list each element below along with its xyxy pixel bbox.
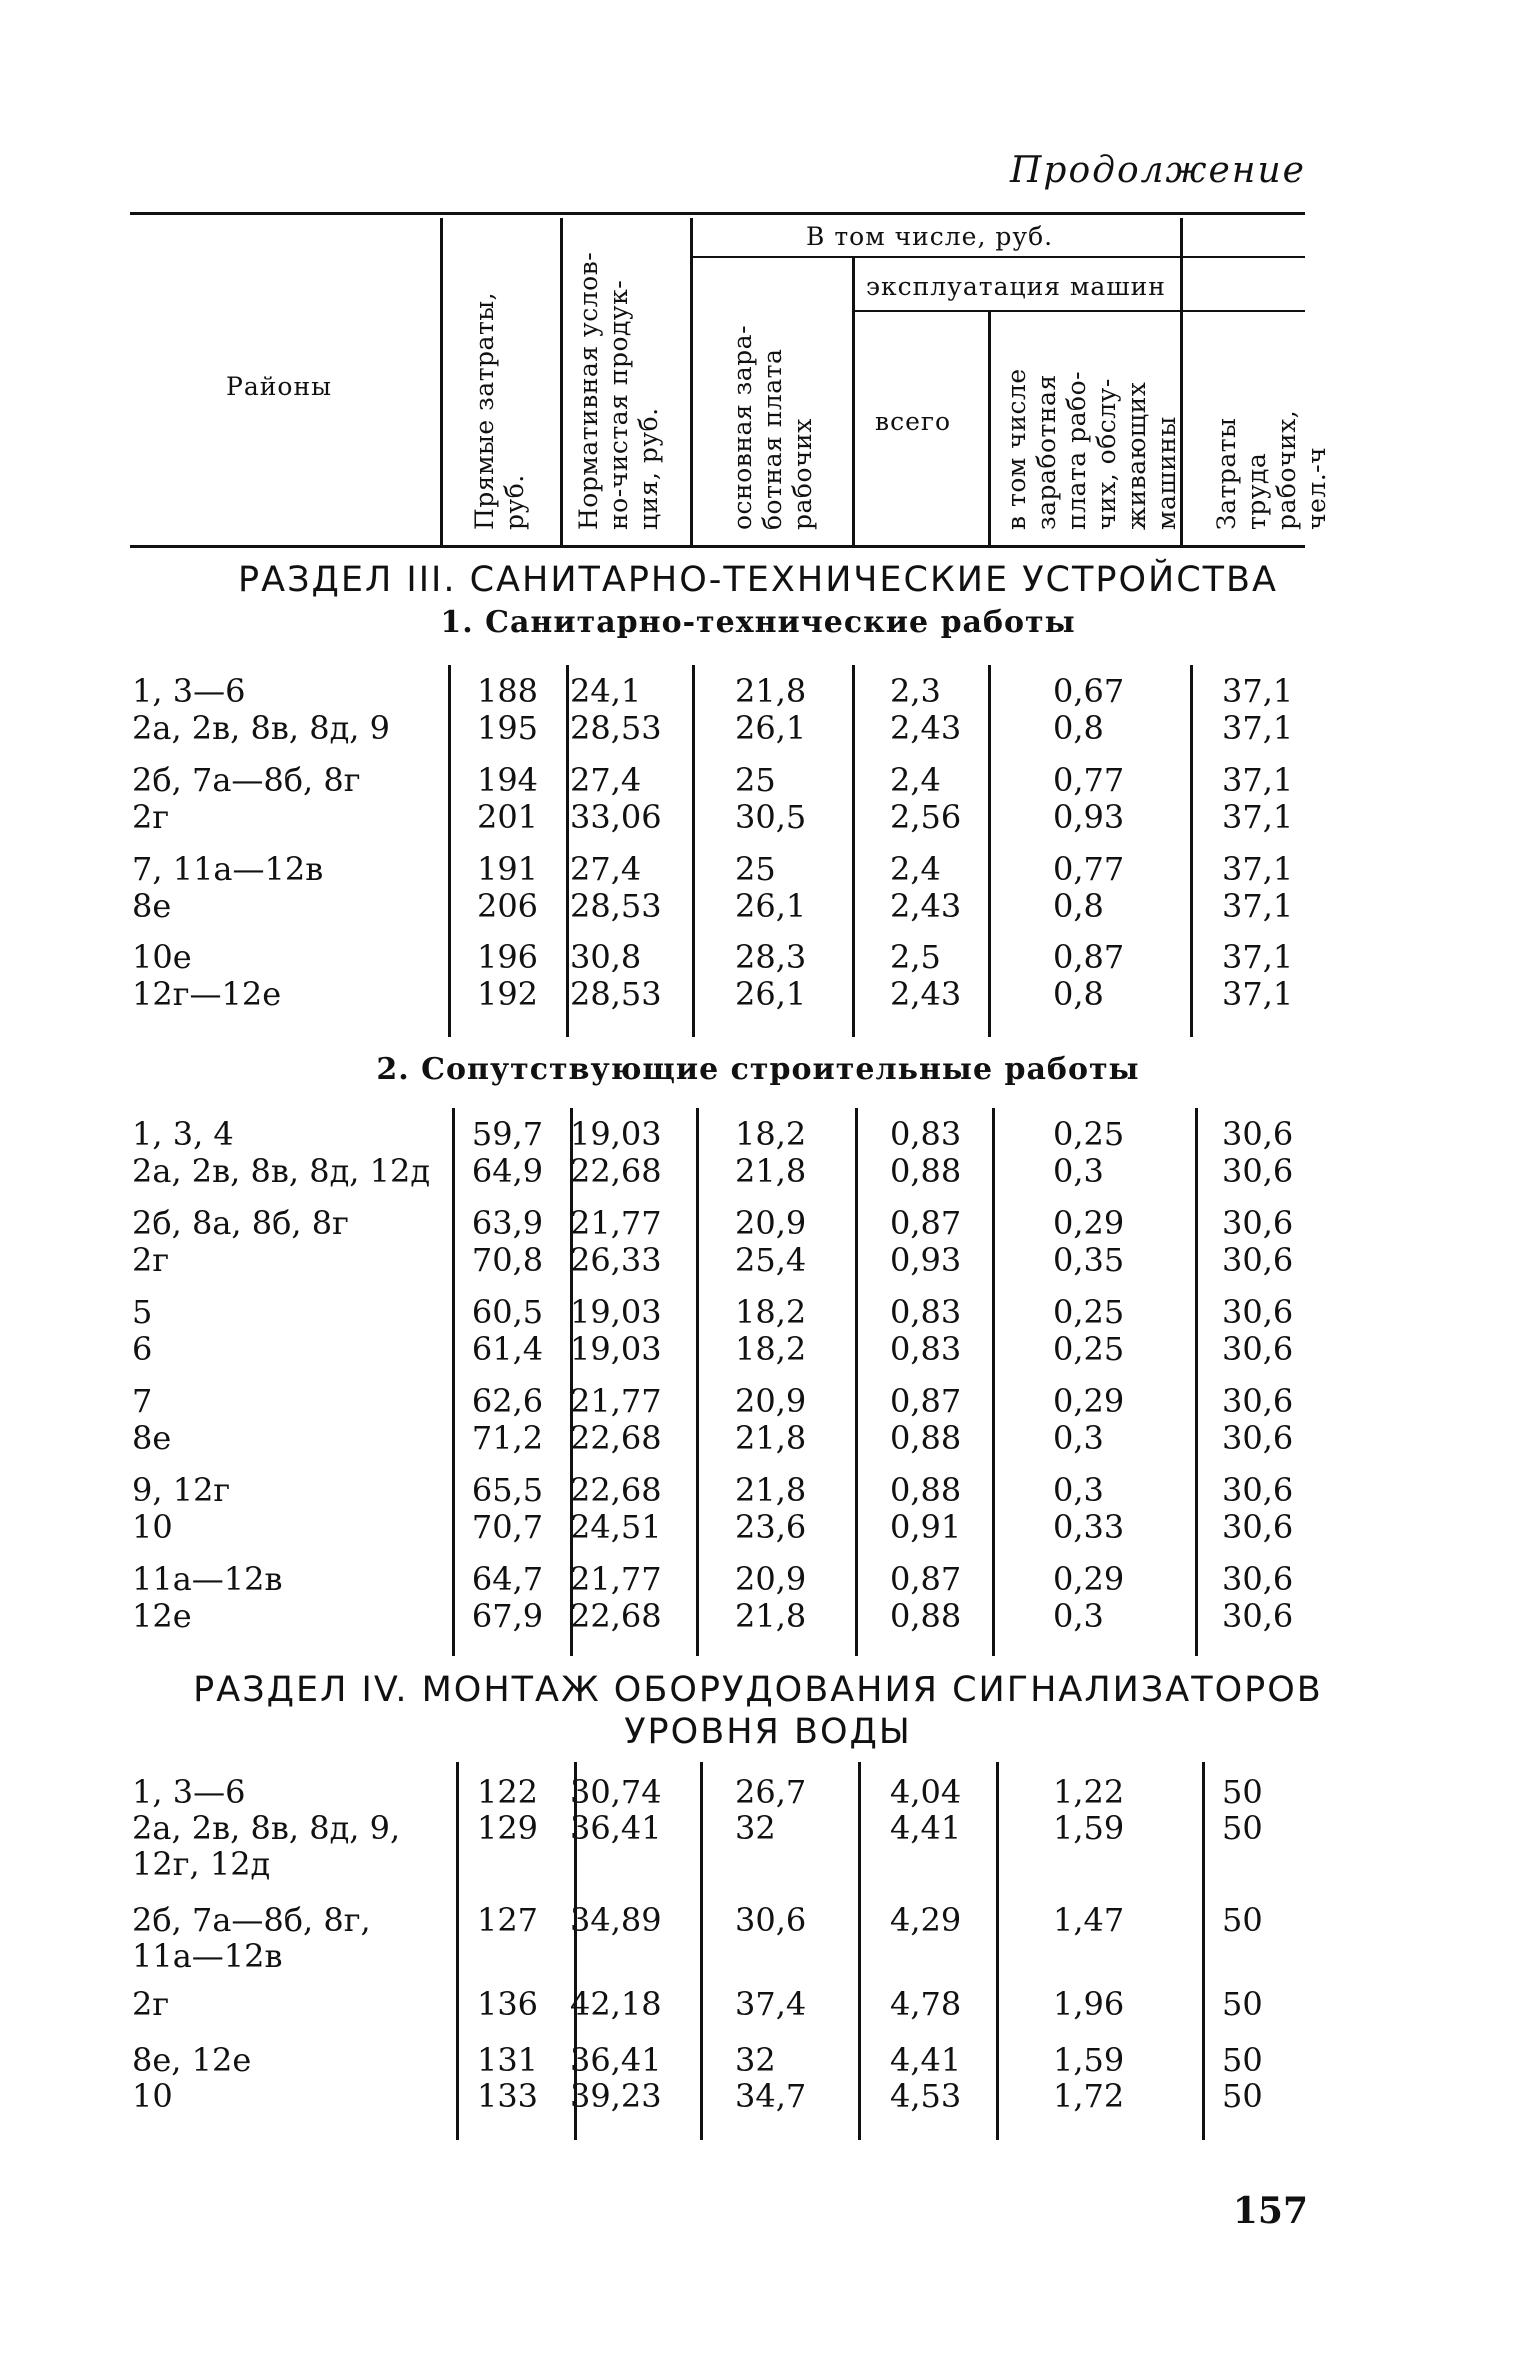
value-cell: 0,87 <box>890 1204 962 1242</box>
value-cell: 0,77 <box>1053 850 1125 888</box>
value-cell: 61,4 <box>471 1330 544 1368</box>
page-number: 157 <box>1232 2190 1308 2232</box>
value-cell: 32 <box>735 2041 776 2079</box>
header-including: В том числе, руб. <box>806 222 1054 251</box>
region-cell: 12е <box>132 1597 192 1635</box>
region-cell: 1, 3—6 <box>132 672 246 710</box>
value-cell: 30,5 <box>735 798 807 836</box>
table-row <box>130 1383 1305 1419</box>
value-cell: 2,3 <box>890 672 941 710</box>
table-header <box>130 212 1331 548</box>
value-cell: 21,8 <box>735 1471 807 1509</box>
header-machine-wage: в том числе заработная плата рабо- чих, обслу- живающих машины <box>1002 368 1181 530</box>
value-cell: 0,93 <box>890 1241 962 1279</box>
table-row <box>130 1598 1305 1634</box>
region-cell: 5 <box>132 1293 153 1331</box>
header-divider <box>560 218 563 545</box>
value-cell: 28,53 <box>570 975 662 1013</box>
value-cell: 33,06 <box>570 798 662 836</box>
value-cell: 21,8 <box>735 1597 807 1635</box>
value-cell: 59,7 <box>471 1115 544 1153</box>
table-row <box>130 1986 1305 2022</box>
value-cell: 21,8 <box>735 1152 807 1190</box>
value-cell: 2,43 <box>890 975 962 1013</box>
region-cell: 10 <box>132 1508 173 1546</box>
table-row <box>130 1561 1305 1597</box>
value-cell: 4,41 <box>890 1809 962 1847</box>
header-bottom-rule <box>130 545 1305 548</box>
value-cell: 21,77 <box>570 1560 662 1598</box>
table-row <box>130 710 1305 746</box>
value-cell: 37,1 <box>1222 709 1294 747</box>
value-cell: 50 <box>1222 1985 1263 2023</box>
value-cell: 30,6 <box>1222 1560 1294 1598</box>
value-cell: 4,04 <box>890 1773 962 1811</box>
region-cell: 2г <box>132 1985 170 2023</box>
value-cell: 0,33 <box>1053 1508 1125 1546</box>
value-cell: 50 <box>1222 2041 1263 2079</box>
table-row <box>130 888 1305 924</box>
value-cell: 20,9 <box>735 1204 807 1242</box>
value-cell: 136 <box>476 1985 539 2023</box>
table-row <box>130 1509 1305 1545</box>
value-cell: 27,4 <box>570 761 642 799</box>
value-cell: 0,87 <box>890 1560 962 1598</box>
region-cell: 12г—12е <box>132 975 282 1013</box>
value-cell: 26,7 <box>735 1773 807 1811</box>
value-cell: 0,35 <box>1053 1241 1125 1279</box>
value-cell: 70,7 <box>471 1508 544 1546</box>
value-cell: 37,4 <box>735 1985 807 2023</box>
value-cell: 25 <box>735 850 776 888</box>
value-cell: 0,29 <box>1053 1204 1125 1242</box>
region-cell: 2а, 2в, 8в, 8д, 9, <box>132 1809 401 1847</box>
value-cell: 4,41 <box>890 2041 962 2079</box>
value-cell: 0,83 <box>890 1293 962 1331</box>
header-direct-costs: Прямые затраты, руб. <box>470 291 529 530</box>
region-cell: 11а—12в <box>132 1560 283 1598</box>
value-cell: 2,5 <box>890 938 941 976</box>
value-cell: 37,1 <box>1222 975 1294 1013</box>
table-row <box>130 1420 1305 1456</box>
value-cell: 60,5 <box>471 1293 544 1331</box>
value-cell: 28,53 <box>570 887 662 925</box>
value-cell: 64,9 <box>471 1152 544 1190</box>
value-cell: 0,25 <box>1053 1115 1125 1153</box>
value-cell: 0,8 <box>1053 887 1104 925</box>
region-cell: 8е, 12е <box>132 2041 252 2079</box>
region-cell: 2а, 2в, 8в, 8д, 12д <box>132 1152 431 1190</box>
value-cell: 192 <box>476 975 539 1013</box>
value-cell: 0,3 <box>1053 1419 1104 1457</box>
value-cell: 1,96 <box>1053 1985 1125 2023</box>
machines-rule <box>855 310 1305 312</box>
value-cell: 30,6 <box>1222 1204 1294 1242</box>
header-top-rule <box>130 212 1305 215</box>
value-cell: 21,77 <box>570 1204 662 1242</box>
table-sanitary <box>130 665 1305 1037</box>
value-cell: 0,83 <box>890 1330 962 1368</box>
value-cell: 2,43 <box>890 709 962 747</box>
value-cell: 2,4 <box>890 850 941 888</box>
value-cell: 37,1 <box>1222 887 1294 925</box>
value-cell: 0,29 <box>1053 1560 1125 1598</box>
table-row <box>130 1331 1305 1367</box>
region-cell: 6 <box>132 1330 153 1368</box>
value-cell: 18,2 <box>735 1293 807 1331</box>
region-cell: 1, 3, 4 <box>132 1115 234 1153</box>
table-row <box>130 1242 1305 1278</box>
region-cell: 11а—12в <box>132 1937 283 1975</box>
value-cell: 36,41 <box>570 2041 662 2079</box>
region-cell: 2а, 2в, 8в, 8д, 9 <box>132 709 390 747</box>
value-cell: 20,9 <box>735 1560 807 1598</box>
section-4-title-line2: УРОВНЯ ВОДЫ <box>624 1712 912 1752</box>
value-cell: 22,68 <box>570 1471 662 1509</box>
value-cell: 30,6 <box>1222 1330 1294 1368</box>
table-row <box>130 1938 1305 1974</box>
table-row <box>130 976 1305 1012</box>
value-cell: 30,6 <box>1222 1152 1294 1190</box>
value-cell: 26,1 <box>735 887 807 925</box>
value-cell: 30,6 <box>1222 1508 1294 1546</box>
header-machine-operation: эксплуатация машин <box>866 272 1166 301</box>
including-rule <box>693 256 1305 258</box>
value-cell: 1,72 <box>1053 2077 1125 2115</box>
value-cell: 0,29 <box>1053 1382 1125 1420</box>
value-cell: 34,7 <box>735 2077 807 2115</box>
value-cell: 0,87 <box>1053 938 1125 976</box>
value-cell: 1,59 <box>1053 1809 1125 1847</box>
value-cell: 22,68 <box>570 1152 662 1190</box>
table-row <box>130 1116 1305 1152</box>
value-cell: 24,1 <box>570 672 642 710</box>
value-cell: 0,88 <box>890 1152 962 1190</box>
table-row <box>130 1774 1305 1810</box>
region-cell: 7 <box>132 1382 153 1420</box>
table-row <box>130 1902 1305 1938</box>
value-cell: 26,1 <box>735 709 807 747</box>
value-cell: 30,6 <box>1222 1115 1294 1153</box>
value-cell: 131 <box>476 2041 539 2079</box>
value-cell: 0,3 <box>1053 1152 1104 1190</box>
value-cell: 37,1 <box>1222 850 1294 888</box>
table-row <box>130 939 1305 975</box>
value-cell: 42,18 <box>570 1985 662 2023</box>
value-cell: 30,6 <box>1222 1241 1294 1279</box>
value-cell: 24,51 <box>570 1508 662 1546</box>
value-cell: 0,88 <box>890 1597 962 1635</box>
value-cell: 32 <box>735 1809 776 1847</box>
table-row <box>130 1846 1305 1882</box>
table-row <box>130 2078 1305 2114</box>
header-base-wage: основная зара- ботная плата рабочих <box>728 324 817 530</box>
value-cell: 71,2 <box>471 1419 544 1457</box>
value-cell: 18,2 <box>735 1115 807 1153</box>
value-cell: 0,25 <box>1053 1330 1125 1368</box>
value-cell: 70,8 <box>471 1241 544 1279</box>
value-cell: 50 <box>1222 1809 1263 1847</box>
region-cell: 10е <box>132 938 192 976</box>
value-cell: 30,8 <box>570 938 642 976</box>
region-cell: 7, 11а—12в <box>132 850 324 888</box>
table-row <box>130 762 1305 798</box>
value-cell: 34,89 <box>570 1901 662 1939</box>
value-cell: 22,68 <box>570 1419 662 1457</box>
value-cell: 0,25 <box>1053 1293 1125 1331</box>
value-cell: 26,1 <box>735 975 807 1013</box>
region-cell: 2б, 7а—8б, 8г <box>132 761 361 799</box>
section-4-title: РАЗДЕЛ IV. МОНТАЖ ОБОРУДОВАНИЯ СИГНАЛИЗАТОРОВ <box>193 1670 1323 1710</box>
table-row <box>130 851 1305 887</box>
value-cell: 0,67 <box>1053 672 1125 710</box>
table-water-level <box>130 1762 1305 2140</box>
value-cell: 65,5 <box>471 1471 544 1509</box>
header-divider <box>852 258 855 545</box>
value-cell: 37,1 <box>1222 798 1294 836</box>
value-cell: 133 <box>476 2077 539 2115</box>
value-cell: 19,03 <box>570 1330 662 1368</box>
value-cell: 21,8 <box>735 1419 807 1457</box>
header-normative: Нормативная услов- но-чистая продук- ция, руб. <box>574 251 663 530</box>
value-cell: 127 <box>476 1901 539 1939</box>
value-cell: 129 <box>476 1809 539 1847</box>
table-row <box>130 1153 1305 1189</box>
value-cell: 30,6 <box>1222 1382 1294 1420</box>
value-cell: 201 <box>476 798 539 836</box>
region-cell: 2б, 8а, 8б, 8г <box>132 1204 349 1242</box>
value-cell: 39,23 <box>570 2077 662 2115</box>
value-cell: 1,47 <box>1053 1901 1125 1939</box>
value-cell: 50 <box>1222 1901 1263 1939</box>
header-total: всего <box>875 407 952 436</box>
header-divider <box>690 218 693 545</box>
value-cell: 2,56 <box>890 798 962 836</box>
table-row <box>130 1810 1305 1846</box>
value-cell: 30,6 <box>1222 1471 1294 1509</box>
value-cell: 30,6 <box>1222 1597 1294 1635</box>
value-cell: 18,2 <box>735 1330 807 1368</box>
value-cell: 26,33 <box>570 1241 662 1279</box>
value-cell: 30,74 <box>570 1773 662 1811</box>
value-cell: 0,3 <box>1053 1471 1104 1509</box>
value-cell: 0,88 <box>890 1471 962 1509</box>
value-cell: 19,03 <box>570 1115 662 1153</box>
value-cell: 1,59 <box>1053 2041 1125 2079</box>
table-row <box>130 1472 1305 1508</box>
value-cell: 22,68 <box>570 1597 662 1635</box>
value-cell: 0,83 <box>890 1115 962 1153</box>
value-cell: 50 <box>1222 2077 1263 2115</box>
section-3-title: РАЗДЕЛ III. САНИТАРНО-ТЕХНИЧЕСКИЕ УСТРОЙСТВА <box>238 560 1278 600</box>
value-cell: 23,6 <box>735 1508 807 1546</box>
region-cell: 8е <box>132 887 172 925</box>
value-cell: 20,9 <box>735 1382 807 1420</box>
value-cell: 37,1 <box>1222 938 1294 976</box>
table-row <box>130 1205 1305 1241</box>
value-cell: 196 <box>476 938 539 976</box>
value-cell: 191 <box>476 850 539 888</box>
subsection-2-title: 2. Сопутствующие строительные работы <box>376 1052 1140 1087</box>
region-cell: 12г, 12д <box>132 1845 271 1883</box>
value-cell: 30,6 <box>1222 1293 1294 1331</box>
header-regions: Районы <box>226 372 332 401</box>
value-cell: 64,7 <box>471 1560 544 1598</box>
value-cell: 122 <box>476 1773 539 1811</box>
region-cell: 2г <box>132 1241 170 1279</box>
value-cell: 0,87 <box>890 1382 962 1420</box>
value-cell: 1,22 <box>1053 1773 1125 1811</box>
header-divider <box>440 218 443 545</box>
value-cell: 0,91 <box>890 1508 962 1546</box>
value-cell: 206 <box>476 887 539 925</box>
table-row <box>130 1294 1305 1330</box>
region-cell: 2г <box>132 798 170 836</box>
value-cell: 195 <box>476 709 539 747</box>
value-cell: 62,6 <box>471 1382 544 1420</box>
value-cell: 30,6 <box>735 1901 807 1939</box>
value-cell: 0,8 <box>1053 975 1104 1013</box>
value-cell: 0,93 <box>1053 798 1125 836</box>
region-cell: 1, 3—6 <box>132 1773 246 1811</box>
value-cell: 67,9 <box>471 1597 544 1635</box>
table-row <box>130 673 1305 709</box>
value-cell: 0,77 <box>1053 761 1125 799</box>
region-cell: 9, 12г <box>132 1471 231 1509</box>
value-cell: 0,88 <box>890 1419 962 1457</box>
value-cell: 188 <box>476 672 539 710</box>
value-cell: 63,9 <box>471 1204 544 1242</box>
value-cell: 27,4 <box>570 850 642 888</box>
table-row <box>130 799 1305 835</box>
region-cell: 2б, 7а—8б, 8г, <box>132 1901 371 1939</box>
value-cell: 21,77 <box>570 1382 662 1420</box>
region-cell: 8е <box>132 1419 172 1457</box>
value-cell: 25 <box>735 761 776 799</box>
table-construction <box>130 1108 1305 1656</box>
value-cell: 4,53 <box>890 2077 962 2115</box>
value-cell: 28,53 <box>570 709 662 747</box>
value-cell: 4,29 <box>890 1901 962 1939</box>
value-cell: 0,8 <box>1053 709 1104 747</box>
value-cell: 37,1 <box>1222 761 1294 799</box>
subsection-1-title: 1. Санитарно-технические работы <box>440 605 1076 640</box>
value-cell: 4,78 <box>890 1985 962 2023</box>
value-cell: 36,41 <box>570 1809 662 1847</box>
value-cell: 0,3 <box>1053 1597 1104 1635</box>
value-cell: 19,03 <box>570 1293 662 1331</box>
region-cell: 10 <box>132 2077 173 2115</box>
value-cell: 50 <box>1222 1773 1263 1811</box>
header-labor: Затраты труда рабочих, чел.-ч <box>1212 409 1331 530</box>
value-cell: 194 <box>476 761 539 799</box>
value-cell: 21,8 <box>735 672 807 710</box>
value-cell: 30,6 <box>1222 1419 1294 1457</box>
value-cell: 2,43 <box>890 887 962 925</box>
value-cell: 28,3 <box>735 938 807 976</box>
continued-label: Продолжение <box>1010 150 1306 191</box>
value-cell: 25,4 <box>735 1241 807 1279</box>
value-cell: 37,1 <box>1222 672 1294 710</box>
header-divider <box>988 312 991 545</box>
value-cell: 2,4 <box>890 761 941 799</box>
table-row <box>130 2042 1305 2078</box>
